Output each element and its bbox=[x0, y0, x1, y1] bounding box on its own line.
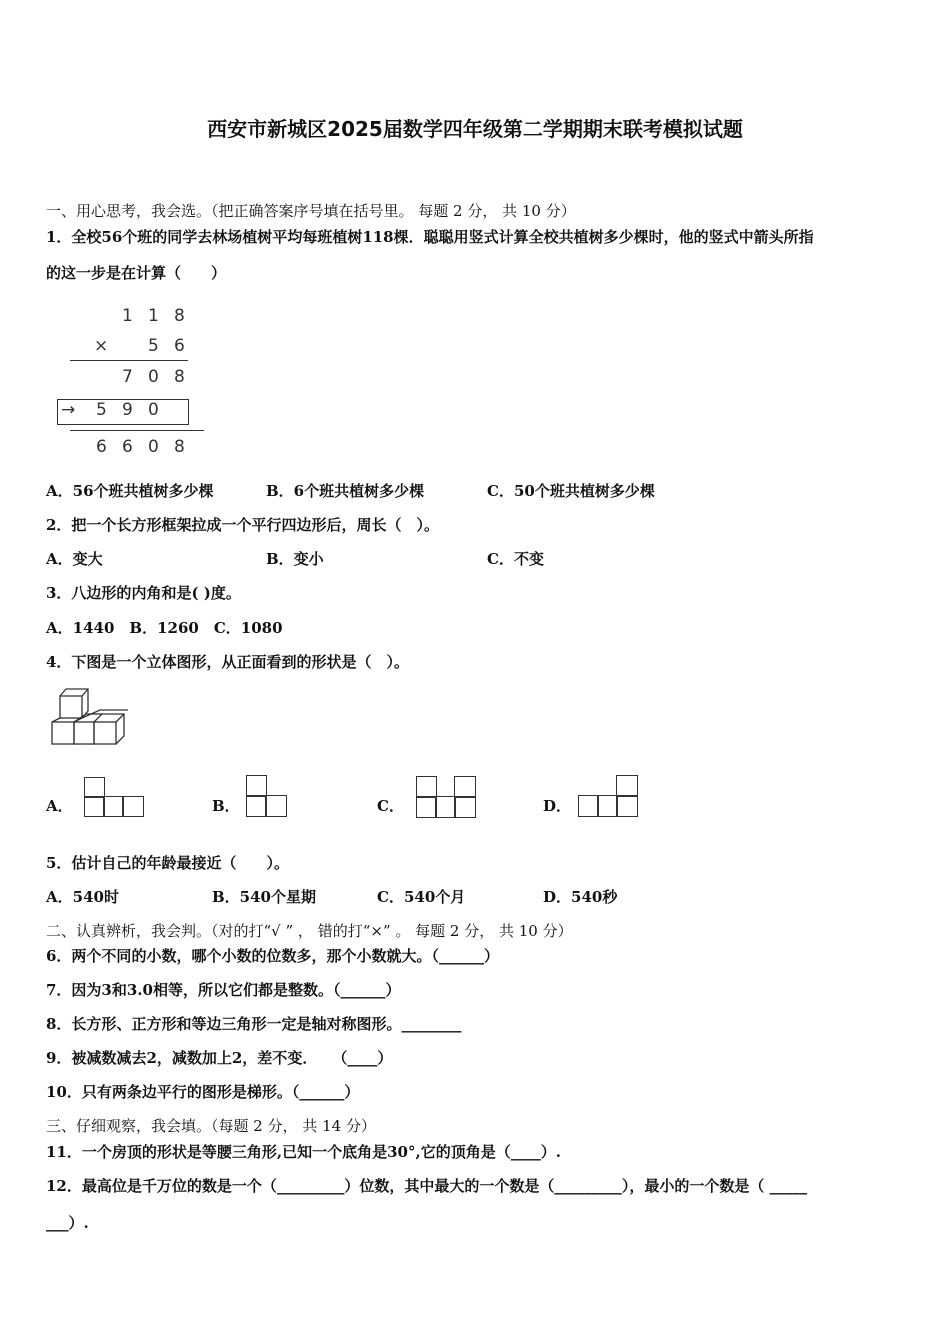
q4-option-d: D． bbox=[543, 797, 572, 815]
section-2-heading: 二、认真辨析，我会判。（对的打“√ ” ， 错的打“×” 。 每题 2 分， 共 10 分） bbox=[46, 922, 573, 940]
q4-shape-d bbox=[578, 775, 640, 817]
question-12-line-1: 12．最高位是千万位的数是一个（_________）位数，其中最大的一个数是（_________），最小的一个数是（ _____ bbox=[46, 1177, 808, 1195]
question-7: 7．因为3和3.0相等，所以它们都是整数。（______） bbox=[46, 981, 401, 999]
page-title: 西安市新城区2025届数学四年级第二学期期末联考模拟试题 bbox=[207, 117, 743, 141]
q1-option-c: C．50个班共植树多少棵 bbox=[487, 482, 655, 500]
section-1-heading: 一、用心思考，我会选。（把正确答案序号填在括号里。 每题 2 分， 共 10 分） bbox=[46, 202, 576, 220]
arrow-icon: → bbox=[61, 400, 76, 420]
q2-option-b: B．变小 bbox=[266, 550, 324, 568]
question-8: 8．长方形、正方形和等边三角形一定是轴对称图形。________ bbox=[46, 1015, 462, 1033]
question-1-line-1: 1．全校56个班的同学去林场植树平均每班植树118棵．聪聪用竖式计算全校共植树多少棵时，他的竖式中箭头所指 bbox=[46, 228, 814, 246]
calc-rule bbox=[70, 360, 188, 361]
calc-digit: 6 bbox=[96, 437, 107, 457]
question-4: 4．下图是一个立体图形，从正面看到的形状是（ ）。 bbox=[46, 653, 409, 671]
question-12-line-2: ___）. bbox=[46, 1214, 89, 1232]
q1-option-b: B．6个班共植树多少棵 bbox=[266, 482, 425, 500]
q2-option-a: A．变大 bbox=[46, 550, 103, 568]
calc-digit: 5 bbox=[148, 336, 159, 356]
calc-digit: 5 bbox=[96, 400, 107, 420]
question-6: 6．两个不同的小数，哪个小数的位数多，那个小数就大。（______） bbox=[46, 947, 499, 965]
q4-shape-c bbox=[416, 776, 478, 818]
cube-figure bbox=[48, 686, 132, 748]
q4-option-c: C． bbox=[377, 797, 404, 815]
q4-shape-a bbox=[84, 777, 146, 817]
q3-options: A．1440 B．1260 C．1080 bbox=[46, 619, 283, 637]
q4-option-b: B． bbox=[212, 797, 240, 815]
calc-digit: 8 bbox=[174, 367, 185, 387]
q4-option-a: A． bbox=[46, 797, 73, 815]
calc-rule bbox=[70, 430, 204, 431]
calc-digit: 6 bbox=[174, 336, 185, 356]
section-3-heading: 三、仔细观察，我会填。（每题 2 分， 共 14 分） bbox=[46, 1117, 376, 1135]
calc-digit: 0 bbox=[148, 367, 159, 387]
multiplication-diagram bbox=[56, 300, 216, 465]
question-5: 5．估计自己的年龄最接近（ ）。 bbox=[46, 854, 289, 872]
q5-option-d: D．540秒 bbox=[543, 888, 618, 906]
question-10: 10．只有两条边平行的图形是梯形。（______） bbox=[46, 1083, 360, 1101]
calc-digit: 7 bbox=[122, 367, 133, 387]
question-3: 3．八边形的内角和是( )度。 bbox=[46, 584, 241, 602]
calc-digit: 1 bbox=[122, 306, 133, 326]
calc-digit: 8 bbox=[174, 437, 185, 457]
q5-option-b: B．540个星期 bbox=[212, 888, 316, 906]
calc-digit: 6 bbox=[122, 437, 133, 457]
calc-digit: 1 bbox=[148, 306, 159, 326]
q5-option-c: C．540个月 bbox=[377, 888, 466, 906]
times-sign: × bbox=[94, 336, 109, 356]
question-2: 2．把一个长方形框架拉成一个平行四边形后，周长（ ）。 bbox=[46, 516, 439, 534]
calc-digit: 0 bbox=[148, 400, 159, 420]
q5-option-a: A．540时 bbox=[46, 888, 119, 906]
calc-digit: 0 bbox=[148, 437, 159, 457]
q2-option-c: C．不变 bbox=[487, 550, 544, 568]
calc-digit: 8 bbox=[174, 306, 185, 326]
q4-shape-b bbox=[246, 775, 290, 817]
calc-digit: 9 bbox=[122, 400, 133, 420]
question-11: 11．一个房顶的形状是等腰三角形,已知一个底角是30°,它的顶角是（____）. bbox=[46, 1143, 561, 1161]
q1-option-a: A．56个班共植树多少棵 bbox=[46, 482, 214, 500]
question-1-line-2: 的这一步是在计算（ ） bbox=[46, 264, 227, 282]
question-9: 9．被减数减去2，减数加上2，差不变． （____） bbox=[46, 1049, 393, 1067]
